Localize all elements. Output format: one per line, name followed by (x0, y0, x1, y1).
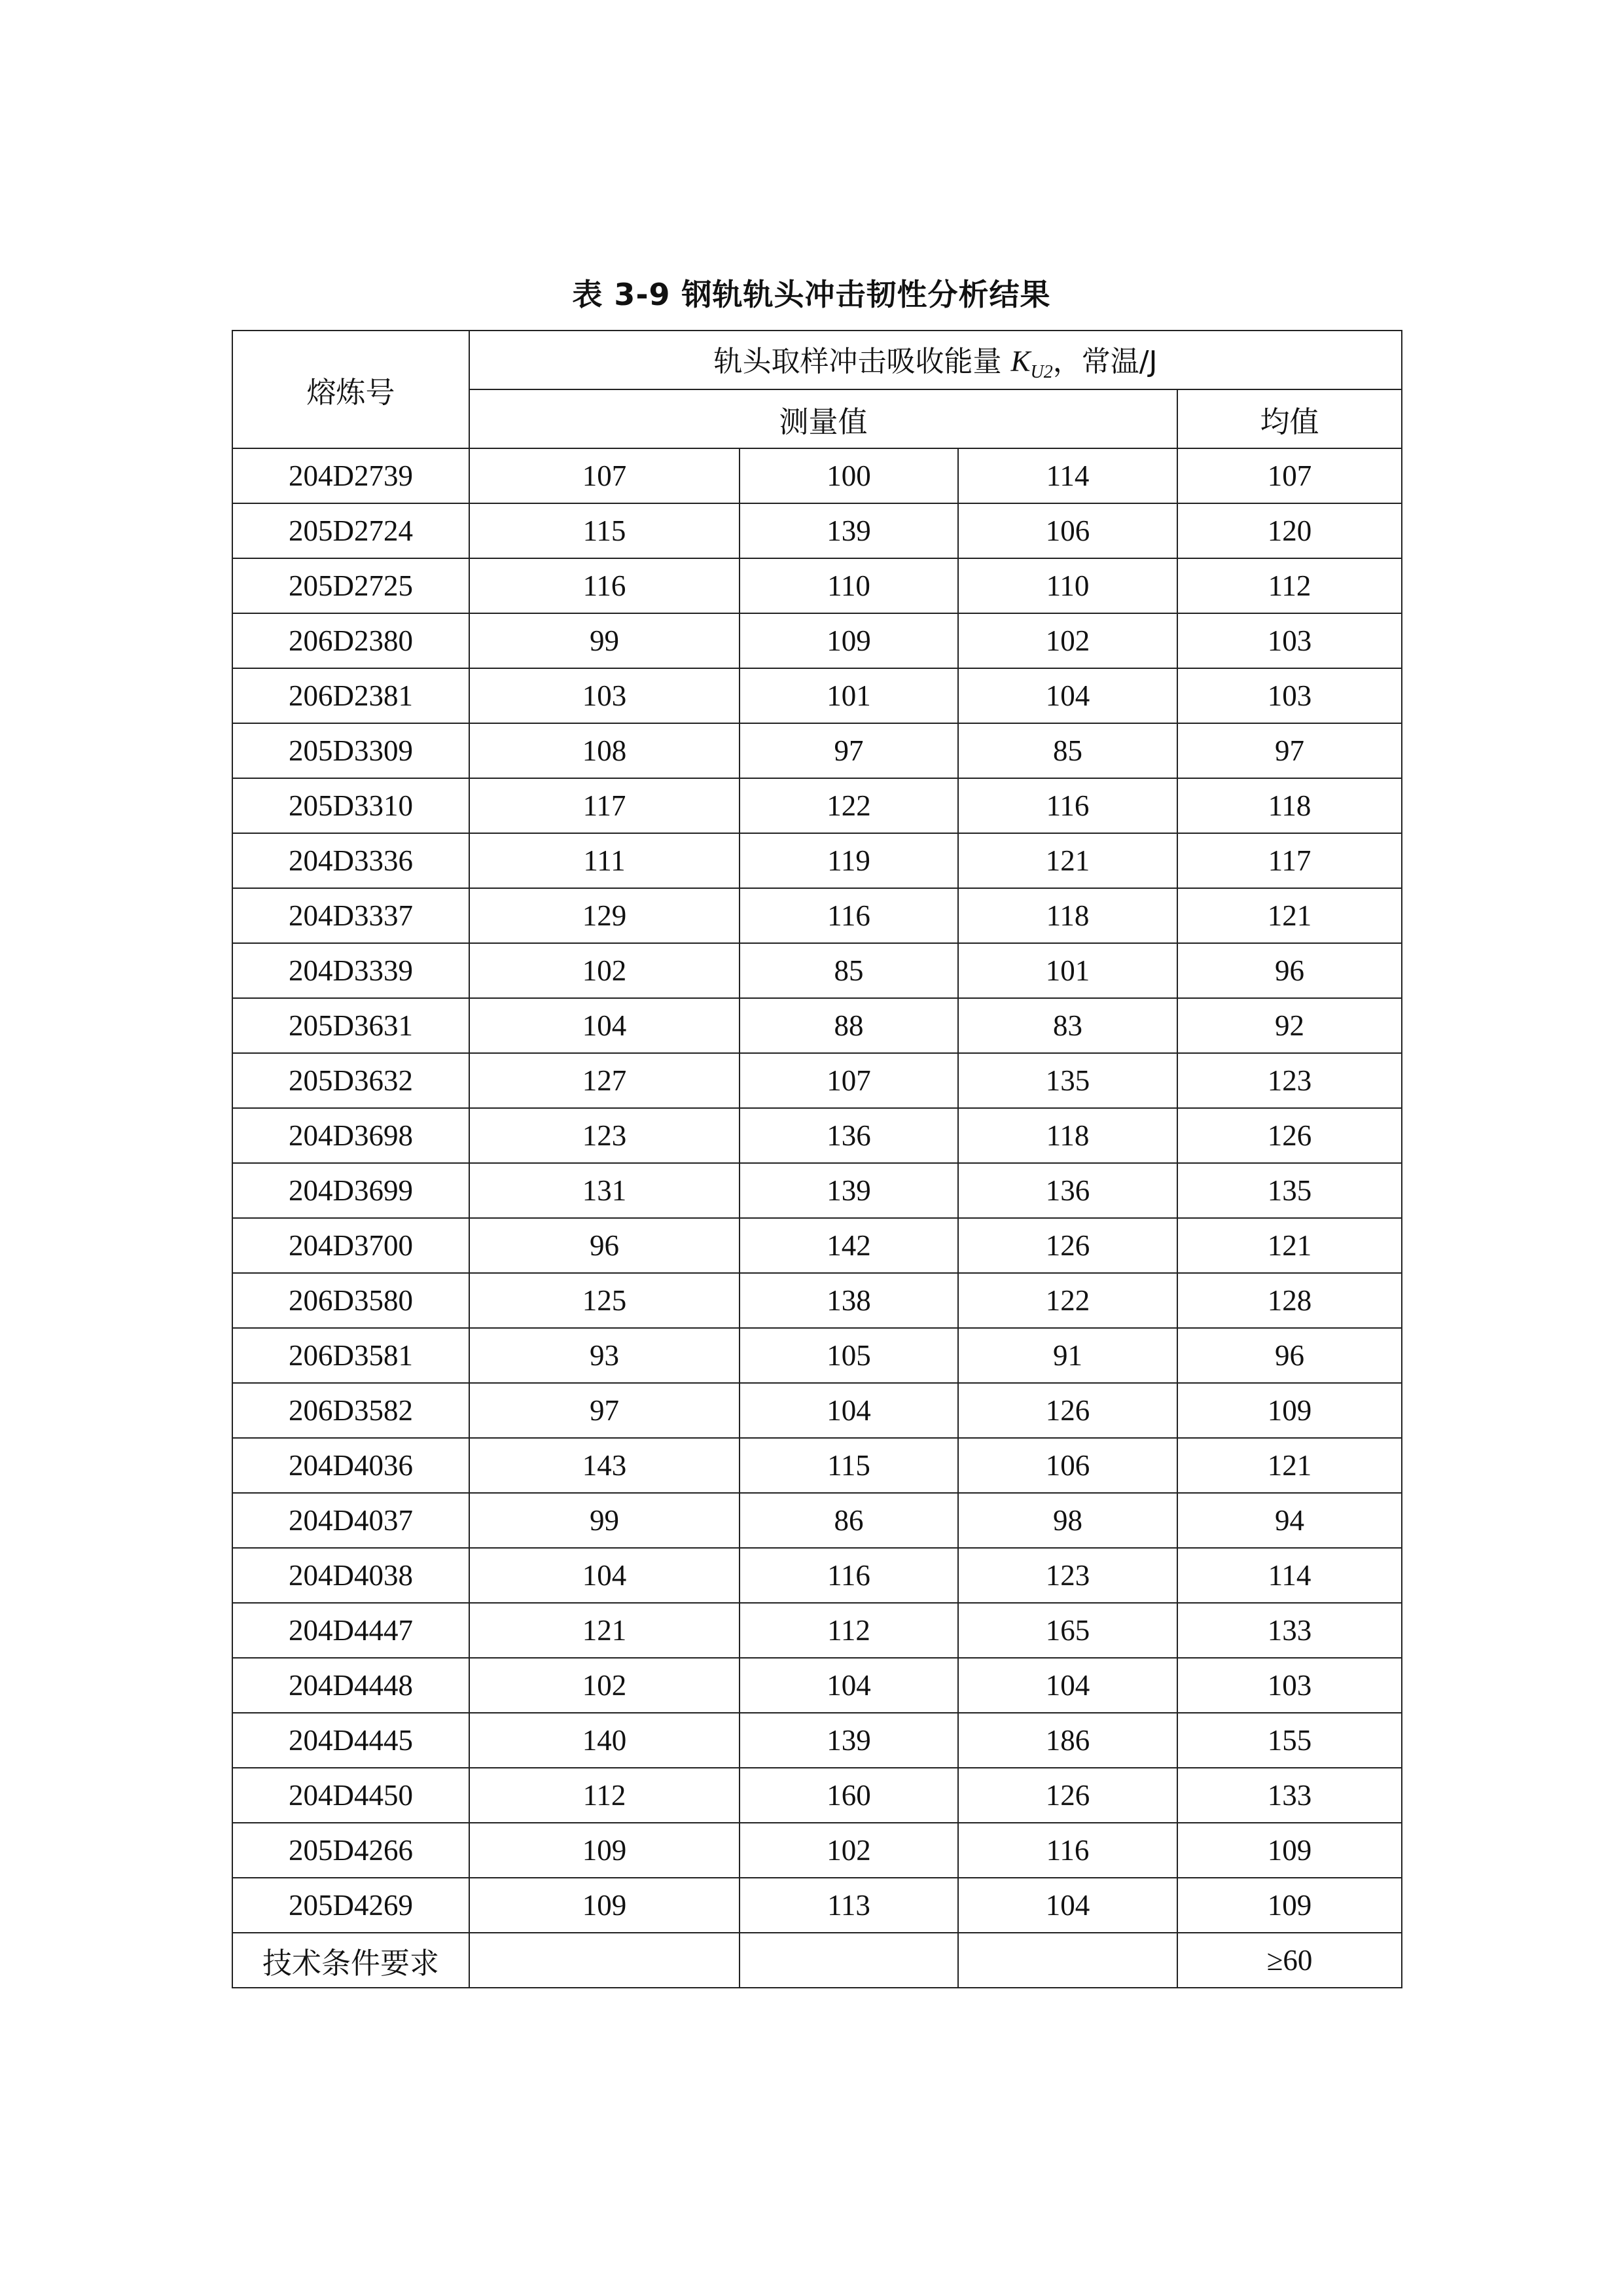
measured-value-1-cell: 104 (469, 998, 740, 1053)
measured-value-2-cell: 160 (740, 1768, 958, 1823)
average-cell: 128 (1177, 1273, 1402, 1328)
measured-value-3-cell: 186 (958, 1713, 1177, 1768)
average-cell: 96 (1177, 943, 1402, 998)
header-row-1 (232, 331, 1402, 389)
measured-value-3-cell: 118 (958, 1108, 1177, 1163)
measured-value-1-cell: 93 (469, 1328, 740, 1383)
measured-value-1-cell: 116 (469, 558, 740, 613)
energy-symbol (1010, 344, 1053, 382)
energy-symbol-letter: K (1010, 344, 1031, 378)
measured-value-2-cell: 139 (740, 503, 958, 558)
measured-value-3-cell: 110 (958, 558, 1177, 613)
average-cell: 103 (1177, 668, 1402, 723)
average-cell: 109 (1177, 1878, 1402, 1933)
measured-value-2-cell: 107 (740, 1053, 958, 1108)
heat-number-cell: 204D3698 (232, 1108, 469, 1163)
heat-number-cell: 205D3631 (232, 998, 469, 1053)
heat-number-cell: 205D2725 (232, 558, 469, 613)
table-row (232, 558, 1402, 613)
heat-number-cell: 204D3700 (232, 1218, 469, 1273)
heat-number-cell: 204D3337 (232, 888, 469, 943)
average-cell: 109 (1177, 1383, 1402, 1438)
measured-value-2-cell: 115 (740, 1438, 958, 1493)
measured-value-1-cell: 140 (469, 1713, 740, 1768)
measured-value-2-cell: 112 (740, 1603, 958, 1658)
measured-value-2-cell: 105 (740, 1328, 958, 1383)
heat-number-cell: 204D4447 (232, 1603, 469, 1658)
average-cell: 97 (1177, 723, 1402, 778)
average-cell: 120 (1177, 503, 1402, 558)
measured-value-2-cell: 138 (740, 1273, 958, 1328)
table-row (232, 1548, 1402, 1603)
requirement-row (232, 1933, 1402, 1988)
table-row (232, 1878, 1402, 1933)
heat-number-cell: 206D2381 (232, 668, 469, 723)
average-cell: 155 (1177, 1713, 1402, 1768)
heat-number-cell: 206D2380 (232, 613, 469, 668)
heat-number-cell: 204D3336 (232, 833, 469, 888)
measured-value-1-cell: 96 (469, 1218, 740, 1273)
table-row (232, 778, 1402, 833)
table-row (232, 888, 1402, 943)
table-row (232, 943, 1402, 998)
measured-value-2-cell: 116 (740, 1548, 958, 1603)
table-row (232, 448, 1402, 503)
measured-value-2-cell: 136 (740, 1108, 958, 1163)
heat-number-cell: 206D3581 (232, 1328, 469, 1383)
average-cell: 94 (1177, 1493, 1402, 1548)
measured-value-1-cell: 109 (469, 1878, 740, 1933)
measured-value-2-cell: 122 (740, 778, 958, 833)
measured-value-2-cell: 116 (740, 888, 958, 943)
heat-number-cell: 204D3699 (232, 1163, 469, 1218)
average-cell: 133 (1177, 1603, 1402, 1658)
table-row (232, 1328, 1402, 1383)
measured-value-3-cell: 101 (958, 943, 1177, 998)
measured-value-1-cell: 129 (469, 888, 740, 943)
table-row (232, 1713, 1402, 1768)
average-cell: 126 (1177, 1108, 1402, 1163)
table-row (232, 613, 1402, 668)
measured-value-1-cell: 102 (469, 943, 740, 998)
average-cell: 109 (1177, 1823, 1402, 1878)
requirement-average: ≥60 (1177, 1933, 1402, 1988)
heat-number-cell: 206D3580 (232, 1273, 469, 1328)
measured-value-1-cell: 111 (469, 833, 740, 888)
average-cell: 92 (1177, 998, 1402, 1053)
heat-number-cell: 204D4448 (232, 1658, 469, 1713)
heat-number-cell: 205D3632 (232, 1053, 469, 1108)
measured-value-1-cell: 127 (469, 1053, 740, 1108)
measured-value-1-cell: 125 (469, 1273, 740, 1328)
measured-value-2-cell: 97 (740, 723, 958, 778)
measured-value-2-cell: 139 (740, 1163, 958, 1218)
measured-value-3-cell: 104 (958, 1878, 1177, 1933)
heat-number-cell: 205D3309 (232, 723, 469, 778)
measured-value-2-cell: 101 (740, 668, 958, 723)
measured-value-2-cell: 100 (740, 448, 958, 503)
measured-value-1-cell: 104 (469, 1548, 740, 1603)
measured-value-3-cell: 165 (958, 1603, 1177, 1658)
measured-value-3-cell: 116 (958, 1823, 1177, 1878)
energy-group-header (469, 331, 1402, 389)
measured-value-3-cell: 102 (958, 613, 1177, 668)
heat-number-cell: 204D4036 (232, 1438, 469, 1493)
table-row (232, 723, 1402, 778)
requirement-value-3 (958, 1933, 1177, 1988)
average-cell: 121 (1177, 888, 1402, 943)
measured-value-3-cell: 83 (958, 998, 1177, 1053)
table-row (232, 998, 1402, 1053)
measured-value-3-cell: 136 (958, 1163, 1177, 1218)
measured-value-1-cell: 123 (469, 1108, 740, 1163)
measured-value-2-cell: 119 (740, 833, 958, 888)
measured-value-1-cell: 99 (469, 613, 740, 668)
measured-value-2-cell: 104 (740, 1658, 958, 1713)
table-row (232, 503, 1402, 558)
measured-value-1-cell: 102 (469, 1658, 740, 1713)
measured-value-2-cell: 86 (740, 1493, 958, 1548)
table-row (232, 1438, 1402, 1493)
impact-toughness-table (232, 330, 1402, 1988)
average-cell: 117 (1177, 833, 1402, 888)
table-row (232, 1658, 1402, 1713)
average-cell: 103 (1177, 1658, 1402, 1713)
table-row (232, 1823, 1402, 1878)
table-row (232, 668, 1402, 723)
measured-value-3-cell: 114 (958, 448, 1177, 503)
measured-value-1-cell: 121 (469, 1603, 740, 1658)
table-row (232, 1163, 1402, 1218)
table-row (232, 1108, 1402, 1163)
average-cell: 121 (1177, 1438, 1402, 1493)
measured-value-3-cell: 85 (958, 723, 1177, 778)
table-caption: 表 3-9 钢轨轨头冲击韧性分析结果 (572, 277, 1051, 312)
average-cell: 123 (1177, 1053, 1402, 1108)
heat-number-cell: 204D4445 (232, 1713, 469, 1768)
measured-value-2-cell: 113 (740, 1878, 958, 1933)
measured-value-1-cell: 108 (469, 723, 740, 778)
requirement-value-2 (740, 1933, 958, 1988)
heat-number-cell: 204D4037 (232, 1493, 469, 1548)
heat-number-cell: 204D4038 (232, 1548, 469, 1603)
heat-number-cell: 204D4450 (232, 1768, 469, 1823)
measured-value-3-cell: 122 (958, 1273, 1177, 1328)
measured-value-1-cell: 103 (469, 668, 740, 723)
heat-number-header: 熔炼号 (232, 331, 469, 448)
table-row (232, 1273, 1402, 1328)
average-header: 均值 (1177, 389, 1402, 448)
heat-number-cell: 205D3310 (232, 778, 469, 833)
heat-number-cell: 205D2724 (232, 503, 469, 558)
measured-value-3-cell: 118 (958, 888, 1177, 943)
table-row (232, 1218, 1402, 1273)
table-row (232, 1053, 1402, 1108)
table-body (232, 331, 1402, 1988)
measured-value-2-cell: 142 (740, 1218, 958, 1273)
average-cell: 118 (1177, 778, 1402, 833)
measured-value-2-cell: 110 (740, 558, 958, 613)
measured-value-3-cell: 126 (958, 1218, 1177, 1273)
measured-value-3-cell: 126 (958, 1768, 1177, 1823)
energy-group-prefix: 轨头取样冲击吸收能量 (713, 344, 1011, 378)
energy-symbol-subscript: U2 (1030, 361, 1053, 382)
measured-value-2-cell: 102 (740, 1823, 958, 1878)
measured-value-2-cell: 139 (740, 1713, 958, 1768)
measured-value-1-cell: 117 (469, 778, 740, 833)
heat-number-cell: 205D4266 (232, 1823, 469, 1878)
measured-value-2-cell: 109 (740, 613, 958, 668)
measured-value-3-cell: 135 (958, 1053, 1177, 1108)
measured-value-3-cell: 121 (958, 833, 1177, 888)
measured-value-1-cell: 97 (469, 1383, 740, 1438)
measured-value-3-cell: 116 (958, 778, 1177, 833)
table-row (232, 1493, 1402, 1548)
average-cell: 133 (1177, 1768, 1402, 1823)
measured-value-1-cell: 107 (469, 448, 740, 503)
average-cell: 112 (1177, 558, 1402, 613)
heat-number-cell: 204D2739 (232, 448, 469, 503)
average-cell: 135 (1177, 1163, 1402, 1218)
measured-value-3-cell: 123 (958, 1548, 1177, 1603)
measured-value-3-cell: 98 (958, 1493, 1177, 1548)
heat-number-cell: 205D4269 (232, 1878, 469, 1933)
measured-value-1-cell: 143 (469, 1438, 740, 1493)
measured-value-3-cell: 126 (958, 1383, 1177, 1438)
measured-value-1-cell: 109 (469, 1823, 740, 1878)
table-row (232, 1768, 1402, 1823)
measured-value-3-cell: 104 (958, 1658, 1177, 1713)
average-cell: 107 (1177, 448, 1402, 503)
table-row (232, 833, 1402, 888)
measured-value-2-cell: 85 (740, 943, 958, 998)
measured-values-header: 测量值 (469, 389, 1177, 448)
measured-value-2-cell: 104 (740, 1383, 958, 1438)
measured-value-3-cell: 106 (958, 503, 1177, 558)
measured-value-3-cell: 104 (958, 668, 1177, 723)
table-row (232, 1603, 1402, 1658)
measured-value-1-cell: 99 (469, 1493, 740, 1548)
measured-value-2-cell: 88 (740, 998, 958, 1053)
measured-value-1-cell: 115 (469, 503, 740, 558)
measured-value-1-cell: 112 (469, 1768, 740, 1823)
requirement-label: 技术条件要求 (232, 1933, 469, 1988)
requirement-value-1 (469, 1933, 740, 1988)
average-cell: 121 (1177, 1218, 1402, 1273)
measured-value-3-cell: 106 (958, 1438, 1177, 1493)
average-cell: 96 (1177, 1328, 1402, 1383)
measured-value-3-cell: 91 (958, 1328, 1177, 1383)
average-cell: 114 (1177, 1548, 1402, 1603)
energy-group-suffix: ，常温/J (1052, 344, 1158, 378)
heat-number-cell: 206D3582 (232, 1383, 469, 1438)
average-cell: 103 (1177, 613, 1402, 668)
measured-value-1-cell: 131 (469, 1163, 740, 1218)
heat-number-cell: 204D3339 (232, 943, 469, 998)
table-row (232, 1383, 1402, 1438)
